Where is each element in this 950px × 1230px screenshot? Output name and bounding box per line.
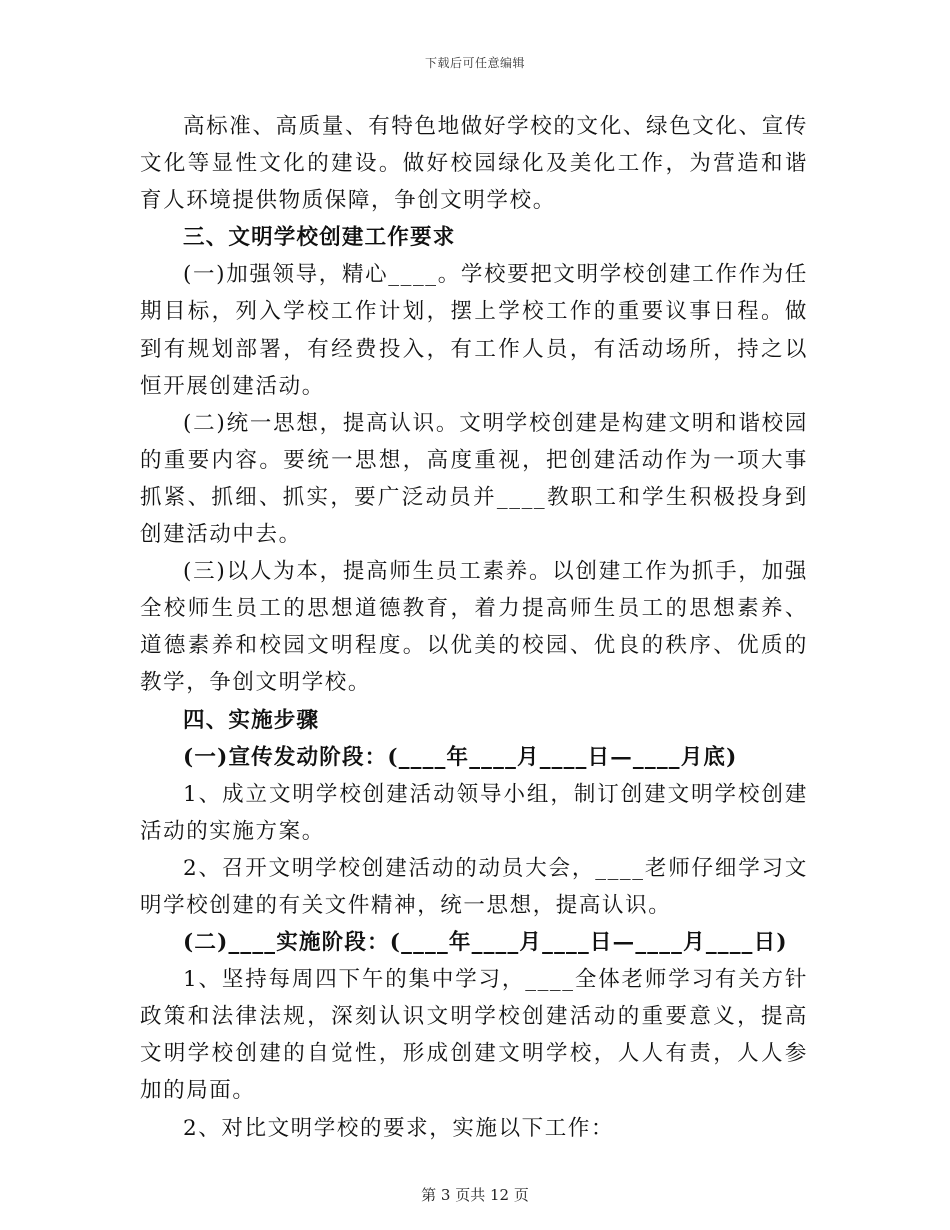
document-body (140, 108, 808, 1147)
body-paragraph: 2、对比文明学校的要求，实施以下工作： (183, 1115, 615, 1141)
body-paragraph: 1、坚持每周四下午的集中学习，____全体老师学习有关方针政策和法律法规，深刻认识文明学校创建活动的重要意义，提高文明学校创建的自觉性，形成创建文明学校，人人有责，人人参加的局面。 (140, 967, 808, 1104)
body-paragraph: (三)以人为本，提高师生员工素养。以创建工作为抓手，加强全校师生员工的思想道德教育，着力提高师生员工的思想素养、道德素养和校园文明程度。以优美的校园、优良的秩序、优质的教学，争创文明学校。 (140, 559, 808, 696)
page-number: 第 3 页共 12 页 (421, 1186, 529, 1204)
subsection-heading: (一)宣传发动阶段：(____年____月____日—____月底) (183, 744, 738, 770)
section-heading: 三、文明学校创建工作要求 (183, 225, 456, 251)
body-paragraph: 高标准、高质量、有特色地做好学校的文化、绿色文化、宣传文化等显性文化的建设。做好校园绿化及美化工作，为营造和谐育人环境提供物质保障，争创文明学校。 (140, 114, 808, 214)
body-paragraph: 1、成立文明学校创建活动领导小组，制订创建文明学校创建活动的实施方案。 (140, 781, 808, 844)
body-paragraph: (一)加强领导，精心____。学校要把文明学校创建工作作为任期目标，列入学校工作计划，摆上学校工作的重要议事日程。做到有规划部署，有经费投入，有工作人员，有活动场所，持之以恒开展创建活动。 (140, 262, 808, 399)
section-heading: 四、实施步骤 (183, 707, 320, 733)
page-header: 下载后可任意编辑 (424, 56, 525, 70)
body-paragraph: 2、召开文明学校创建活动的动员大会，____老师仔细学习文明学校创建的有关文件精神，统一思想，提高认识。 (140, 855, 808, 918)
subsection-heading: (二)____实施阶段：(____年____月____日—____月____日) (183, 930, 788, 956)
body-paragraph: (二)统一思想，提高认识。文明学校创建是构建文明和谐校园的重要内容。要统一思想，高度重视，把创建活动作为一项大事抓紧、抓细、抓实，要广泛动员并____教职工和学生积极投身到创建活动中去。 (140, 410, 808, 548)
